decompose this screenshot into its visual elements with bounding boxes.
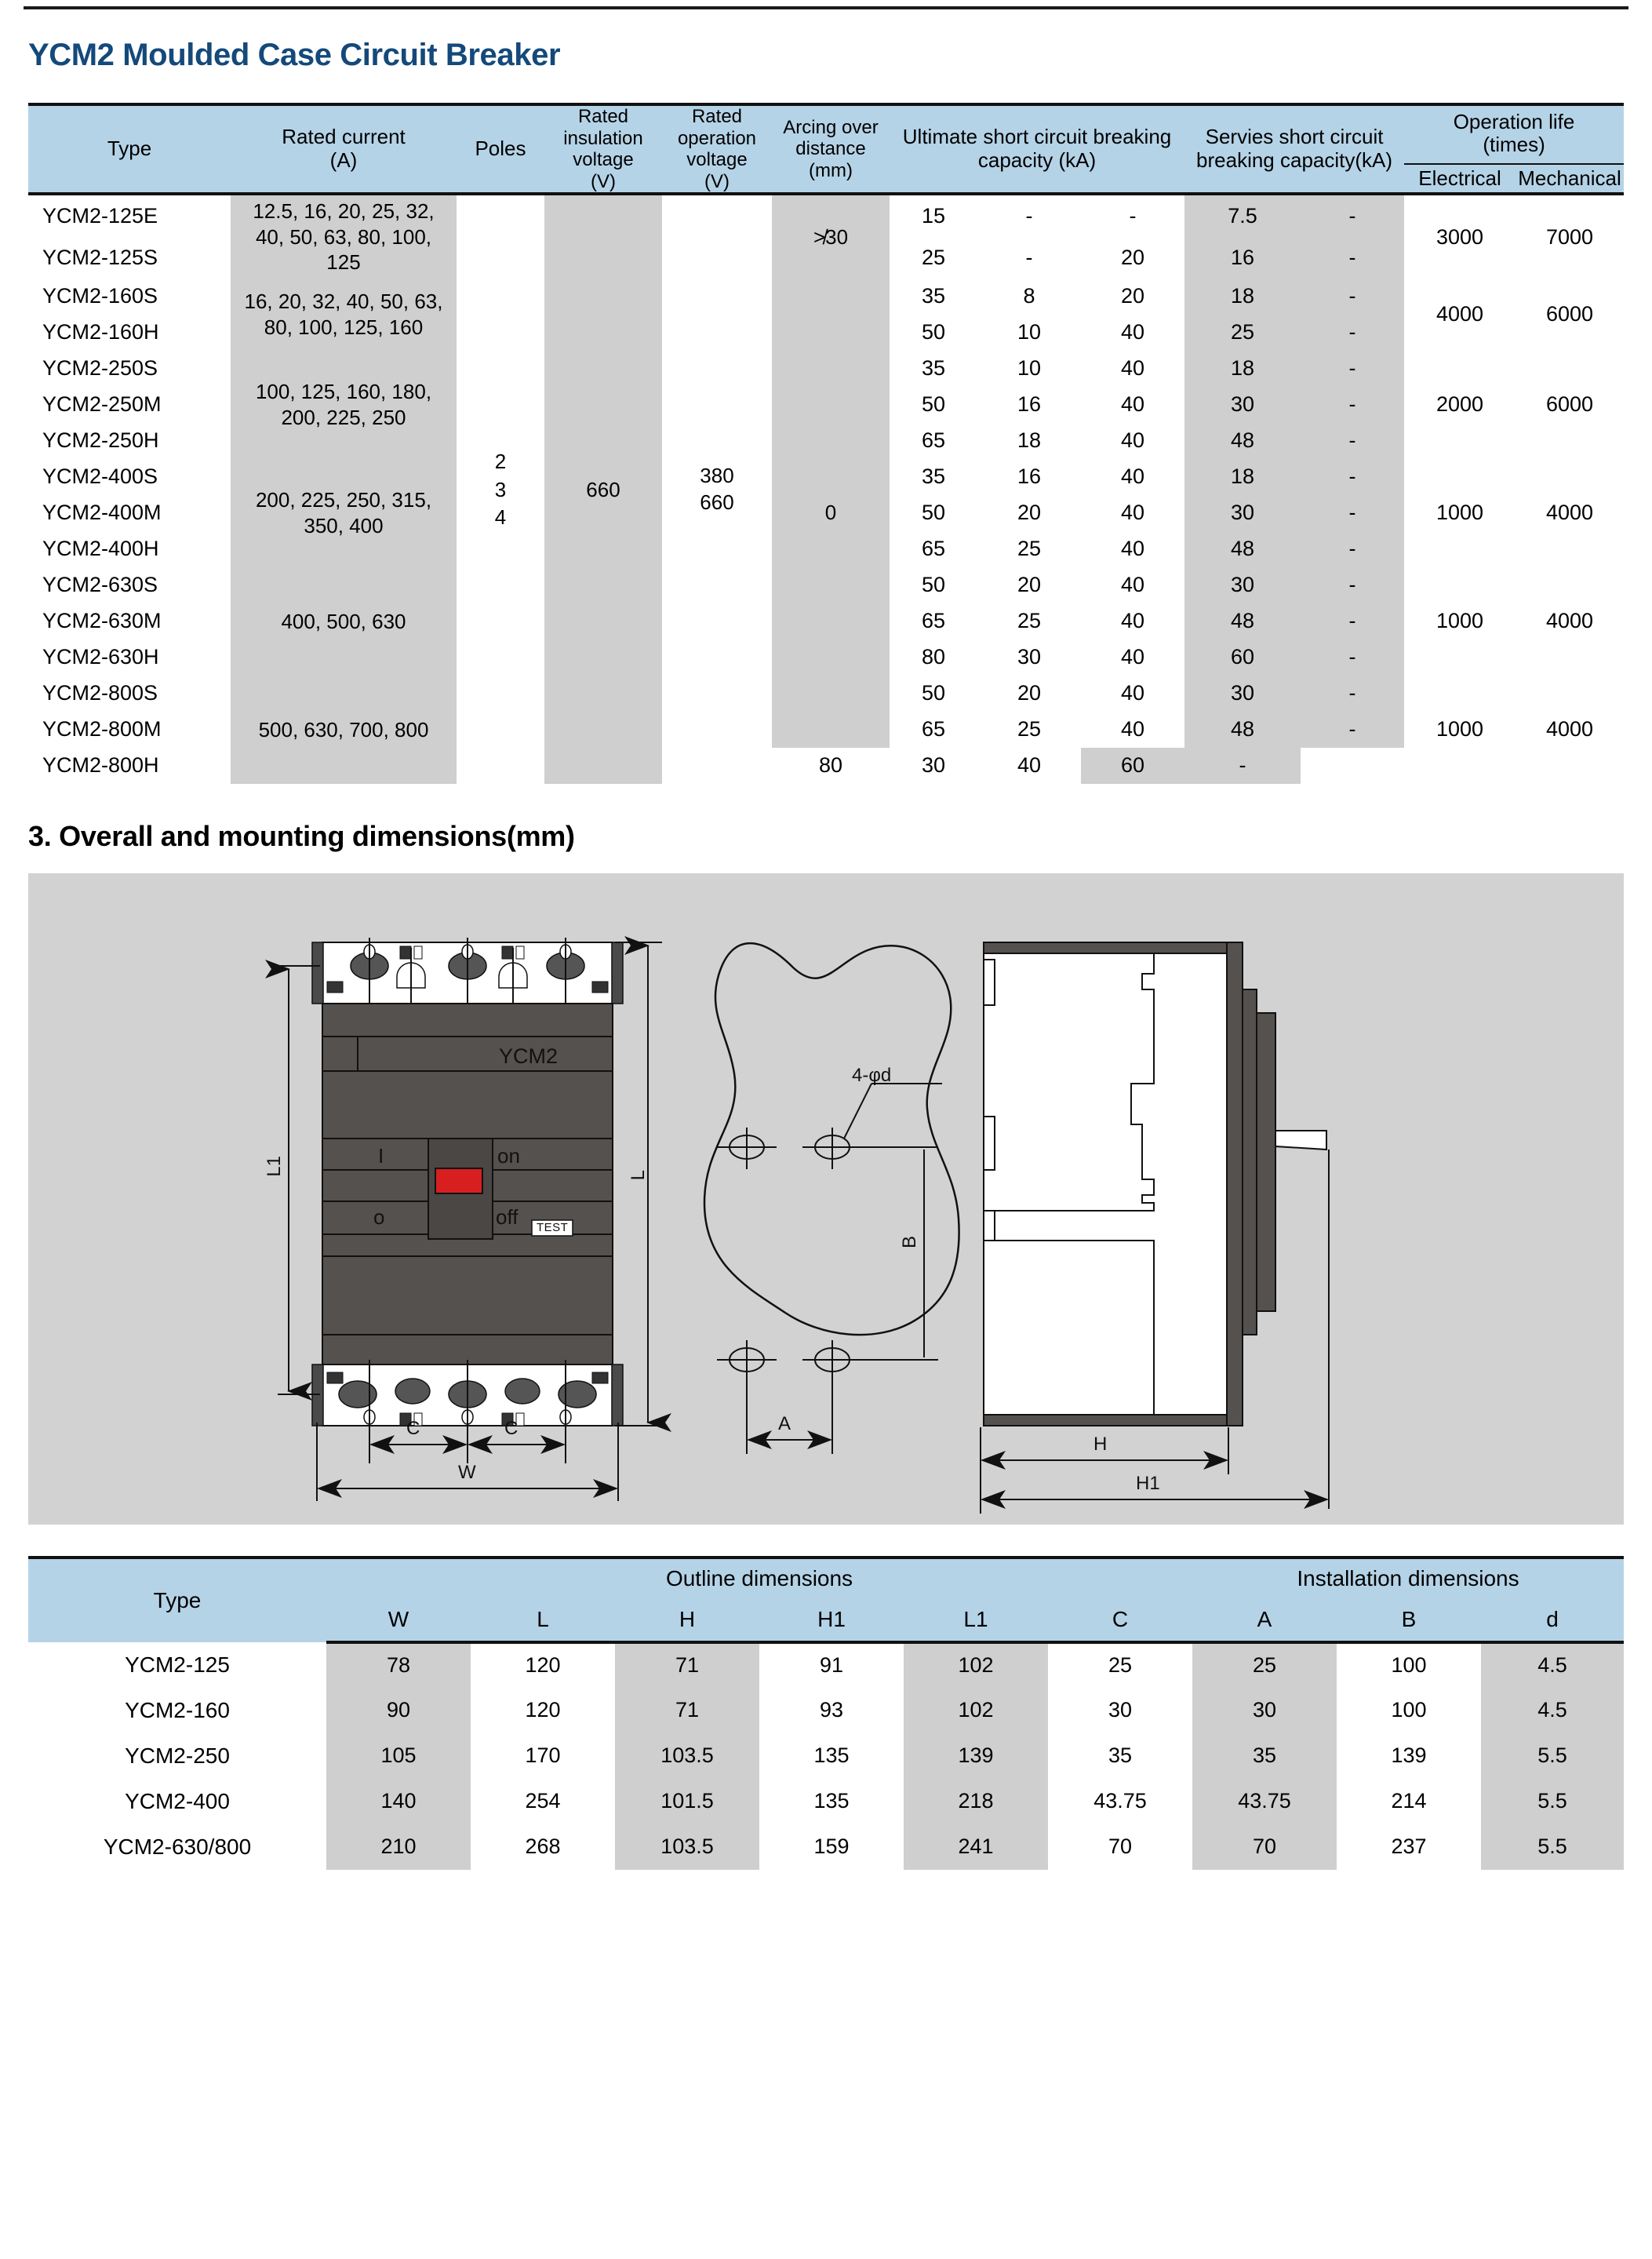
dim-cell-w: 105 [326, 1733, 471, 1779]
cell-servies-short-circuit-1: 30 [1184, 387, 1301, 423]
cell-ultimate-short-circuit-1: 50 [890, 495, 977, 531]
cell-rated-current: 200, 225, 250, 315, 350, 400 [231, 459, 457, 567]
dimension-drawings-panel [28, 873, 1624, 1525]
dim-group-header-installation: Installation dimensions [1192, 1558, 1624, 1598]
cell-ultimate-short-circuit-3: 40 [1081, 459, 1184, 495]
dimension-label-A: A [778, 1412, 791, 1434]
cell-ultimate-short-circuit-2: 20 [977, 676, 1081, 712]
cell-type: YCM2-800M [28, 712, 231, 748]
dim-cell-a: 30 [1192, 1688, 1337, 1733]
cell-type: YCM2-800S [28, 676, 231, 712]
cell-ultimate-short-circuit-1: 35 [890, 351, 977, 387]
dim-cell-h: 71 [615, 1688, 759, 1733]
cell-ultimate-short-circuit-2: 20 [977, 567, 1081, 603]
cell-servies-short-circuit-2: - [1301, 351, 1404, 387]
dim-col-header-l1: L1 [904, 1598, 1048, 1642]
dim-col-header-w: W [326, 1598, 471, 1642]
table-row [28, 1642, 1624, 1688]
cell-servies-short-circuit-1: 48 [1184, 423, 1301, 459]
cell-servies-short-circuit-1: 60 [1184, 639, 1301, 676]
arcing-distance-unit: (mm) [809, 159, 853, 181]
page-title: YCM2 Moulded Case Circuit Breaker [28, 38, 561, 72]
cell-operation-life-mechanical: 7000 [1516, 194, 1624, 279]
cell-servies-short-circuit-2: - [1301, 315, 1404, 351]
cell-rated-operation-voltage: 380 660 [662, 194, 772, 784]
dim-cell-b: 214 [1337, 1779, 1481, 1824]
cell-servies-short-circuit-2: - [1301, 676, 1404, 712]
cell-ultimate-short-circuit-3: 40 [977, 748, 1081, 784]
operation-life-title: Operation life [1453, 109, 1575, 133]
dim-cell-c: 35 [1048, 1733, 1192, 1779]
col-header-electrical: Electrical [1404, 164, 1516, 195]
cell-servies-short-circuit-1: 18 [1184, 351, 1301, 387]
operation-life-unit: (times) [1483, 133, 1545, 157]
cell-servies-short-circuit-2: - [1301, 639, 1404, 676]
mounting-pattern-drawing [704, 943, 959, 1454]
cell-servies-short-circuit-2: - [1301, 712, 1404, 748]
cell-operation-life-mechanical: 6000 [1516, 279, 1624, 351]
dim-cell-l: 268 [471, 1824, 615, 1870]
cell-servies-short-circuit-1: 30 [1184, 567, 1301, 603]
dim-cell-l: 254 [471, 1779, 615, 1824]
cell-servies-short-circuit-1: 60 [1081, 748, 1184, 784]
front-view-drawing [278, 938, 662, 1501]
dim-cell-a: 25 [1192, 1642, 1337, 1688]
col-header-mechanical: Mechanical [1516, 164, 1624, 195]
cell-servies-short-circuit-2: - [1301, 495, 1404, 531]
dim-cell-c: 70 [1048, 1824, 1192, 1870]
cell-operation-life-mechanical: 4000 [1516, 459, 1624, 567]
dim-cell-type: YCM2-125 [125, 1652, 230, 1677]
cell-ultimate-short-circuit-3: - [1081, 194, 1184, 236]
cell-ultimate-short-circuit-3: 20 [1081, 236, 1184, 279]
col-header-ultimate-short-circuit: Ultimate short circuit breaking capacity (kA) [890, 104, 1184, 194]
cell-servies-short-circuit-1: 30 [1184, 495, 1301, 531]
cell-ultimate-short-circuit-1: 35 [890, 459, 977, 495]
cell-servies-short-circuit-2: - [1301, 387, 1404, 423]
rated-current-unit: (A) [329, 148, 358, 173]
cell-ultimate-short-circuit-3: 40 [1081, 423, 1184, 459]
dim-cell-l1: 139 [904, 1733, 1048, 1779]
dimension-label-W: W [458, 1461, 476, 1483]
dim-cell-a: 35 [1192, 1733, 1337, 1779]
mounting-hole-callout: 4-φd [852, 1064, 892, 1086]
cell-ultimate-short-circuit-3: 40 [1081, 639, 1184, 676]
dim-col-header-h: H [615, 1598, 759, 1642]
cell-ultimate-short-circuit-3: 40 [1081, 567, 1184, 603]
dim-cell-type: YCM2-160 [125, 1697, 230, 1722]
cell-ultimate-short-circuit-1: 65 [890, 531, 977, 567]
cell-servies-short-circuit-1: 7.5 [1184, 194, 1301, 236]
dim-cell-b: 100 [1337, 1688, 1481, 1733]
cell-servies-short-circuit-2: - [1301, 423, 1404, 459]
dim-cell-w: 78 [326, 1642, 471, 1688]
dim-cell-l1: 102 [904, 1688, 1048, 1733]
dimension-label-L: L [628, 1169, 649, 1181]
cell-servies-short-circuit-2: - [1301, 236, 1404, 279]
dim-cell-a: 70 [1192, 1824, 1337, 1870]
dim-cell-l: 120 [471, 1642, 615, 1688]
breaker-brand-label: YCM2 [499, 1044, 559, 1068]
dim-cell-c: 30 [1048, 1688, 1192, 1733]
dimensions-table-wrapper [28, 1556, 1624, 1870]
cell-ultimate-short-circuit-3: 40 [1081, 315, 1184, 351]
dimension-label-C-right: C [504, 1417, 519, 1439]
dim-cell-l: 120 [471, 1688, 615, 1733]
cell-servies-short-circuit-1: 25 [1184, 315, 1301, 351]
table-row [28, 1824, 1624, 1870]
dim-cell-b: 237 [1337, 1824, 1481, 1870]
col-header-rated-current [231, 104, 457, 194]
dim-col-header-b: B [1337, 1598, 1481, 1642]
cell-ultimate-short-circuit-2: 16 [977, 387, 1081, 423]
dim-cell-h1: 135 [759, 1779, 904, 1824]
cell-type: YCM2-125E [28, 194, 231, 236]
col-header-arcing-over-distance [772, 104, 890, 194]
dimensions-table-body [28, 1642, 1624, 1870]
cell-ultimate-short-circuit-1: 50 [890, 567, 977, 603]
dim-col-header-d: d [1481, 1598, 1624, 1642]
cell-rated-current: 12.5, 16, 20, 25, 32, 40, 50, 63, 80, 100, 125 [231, 194, 457, 279]
cell-ultimate-short-circuit-2: 20 [977, 495, 1081, 531]
dimension-label-H: H [1093, 1433, 1108, 1455]
marker-off-symbol: o [373, 1204, 385, 1229]
dim-cell-w: 140 [326, 1779, 471, 1824]
specification-table-body [28, 194, 1624, 784]
dim-col-header-type: Type [28, 1558, 326, 1642]
dimensions-table [28, 1556, 1624, 1870]
dim-cell-w: 90 [326, 1688, 471, 1733]
dim-cell-h: 103.5 [615, 1733, 759, 1779]
cell-type: YCM2-160H [28, 315, 231, 351]
cell-ultimate-short-circuit-1: 15 [890, 194, 977, 236]
cell-servies-short-circuit-1: 48 [1184, 603, 1301, 639]
dim-cell-b: 100 [1337, 1642, 1481, 1688]
marker-on-label: on [497, 1143, 520, 1168]
dim-cell-c: 43.75 [1048, 1779, 1192, 1824]
cell-servies-short-circuit-2: - [1301, 603, 1404, 639]
dim-cell-l1: 241 [904, 1824, 1048, 1870]
cell-ultimate-short-circuit-3: 20 [1081, 279, 1184, 315]
col-header-poles: Poles [457, 104, 544, 194]
cell-ultimate-short-circuit-1: 80 [890, 639, 977, 676]
cell-ultimate-short-circuit-1: 50 [890, 315, 977, 351]
col-header-servies-short-circuit: Servies short circuit breaking capacity(kA) [1184, 104, 1404, 194]
cell-ultimate-short-circuit-2: - [977, 194, 1081, 236]
rated-operation-voltage-title: Rated operation voltage [677, 106, 757, 171]
dimension-drawing-svg [28, 873, 1624, 1525]
cell-operation-life-electrical: 4000 [1404, 279, 1516, 351]
cell-type: YCM2-160S [28, 279, 231, 315]
cell-rated-current: 16, 20, 32, 40, 50, 63, 80, 100, 125, 160 [231, 279, 457, 351]
cell-servies-short-circuit-1: 18 [1184, 279, 1301, 315]
cell-type: YCM2-630M [28, 603, 231, 639]
cell-operation-life-electrical: 3000 [1404, 194, 1516, 279]
cell-arcing-over-distance: ≯30 [772, 194, 890, 279]
cell-type: YCM2-400M [28, 495, 231, 531]
cell-type: YCM2-800H [28, 748, 231, 784]
cell-ultimate-short-circuit-3: 40 [1081, 387, 1184, 423]
dim-col-header-h1: H1 [759, 1598, 904, 1642]
cell-type: YCM2-125S [28, 236, 231, 279]
cell-type: YCM2-250M [28, 387, 231, 423]
cell-ultimate-short-circuit-2: 10 [977, 315, 1081, 351]
col-header-rated-operation-voltage [662, 104, 772, 194]
cell-type: YCM2-630H [28, 639, 231, 676]
cell-ultimate-short-circuit-2: 25 [977, 712, 1081, 748]
cell-operation-life-electrical: 1000 [1404, 676, 1516, 784]
cell-servies-short-circuit-1: 16 [1184, 236, 1301, 279]
cell-ultimate-short-circuit-2: 8 [977, 279, 1081, 315]
side-view-drawing [981, 942, 1329, 1514]
dim-cell-d: 4.5 [1481, 1642, 1624, 1688]
cell-ultimate-short-circuit-3: 40 [1081, 495, 1184, 531]
dim-cell-d: 5.5 [1481, 1779, 1624, 1824]
cell-ultimate-short-circuit-3: 40 [1081, 603, 1184, 639]
specification-table [28, 103, 1624, 784]
cell-ultimate-short-circuit-1: 80 [772, 748, 890, 784]
dim-group-header-outline: Outline dimensions [326, 1558, 1192, 1598]
cell-ultimate-short-circuit-3: 40 [1081, 351, 1184, 387]
cell-operation-life-electrical: 1000 [1404, 459, 1516, 567]
cell-ultimate-short-circuit-2: 25 [977, 603, 1081, 639]
dimension-label-L1: L1 [264, 1155, 285, 1177]
dim-cell-h1: 93 [759, 1688, 904, 1733]
rated-insulation-voltage-unit: (V) [591, 170, 616, 192]
cell-servies-short-circuit-2: - [1301, 531, 1404, 567]
cell-operation-life-electrical: 1000 [1404, 567, 1516, 676]
cell-servies-short-circuit-1: 48 [1184, 531, 1301, 567]
cell-servies-short-circuit-2: - [1301, 567, 1404, 603]
cell-type: YCM2-250S [28, 351, 231, 387]
section-title-dimensions: 3. Overall and mounting dimensions(mm) [28, 819, 575, 852]
rated-current-title: Rated current [282, 125, 406, 149]
cell-poles: 2 3 4 [457, 194, 544, 784]
marker-on-symbol: I [378, 1143, 384, 1168]
cell-ultimate-short-circuit-1: 25 [890, 236, 977, 279]
cell-type: YCM2-400H [28, 531, 231, 567]
cell-servies-short-circuit-1: 48 [1184, 712, 1301, 748]
cell-operation-life-mechanical: 4000 [1516, 676, 1624, 784]
cell-type: YCM2-250H [28, 423, 231, 459]
cell-ultimate-short-circuit-1: 50 [890, 676, 977, 712]
cell-operation-life-mechanical: 6000 [1516, 351, 1624, 459]
cell-ultimate-short-circuit-2: 10 [977, 351, 1081, 387]
dim-cell-type: YCM2-250 [125, 1743, 230, 1768]
table-row [28, 1688, 1624, 1733]
cell-ultimate-short-circuit-3: 40 [1081, 531, 1184, 567]
marker-off-label: off [496, 1204, 519, 1229]
cell-rated-current: 400, 500, 630 [231, 567, 457, 676]
dimension-label-C-left: C [406, 1417, 420, 1439]
cell-ultimate-short-circuit-3: 40 [1081, 712, 1184, 748]
cell-ultimate-short-circuit-1: 35 [890, 279, 977, 315]
dim-cell-type: YCM2-400 [125, 1788, 230, 1813]
test-button-label: TEST [537, 1220, 569, 1234]
cell-operation-life-electrical: 2000 [1404, 351, 1516, 459]
dimension-label-H1: H1 [1136, 1472, 1160, 1494]
col-header-type: Type [28, 104, 231, 194]
dimension-label-B: B [899, 1235, 920, 1248]
col-header-rated-insulation-voltage [544, 104, 662, 194]
col-header-operation-life [1404, 104, 1624, 164]
cell-operation-life-mechanical: 4000 [1516, 567, 1624, 676]
cell-ultimate-short-circuit-1: 65 [890, 603, 977, 639]
cell-servies-short-circuit-1: 18 [1184, 459, 1301, 495]
dim-cell-b: 139 [1337, 1733, 1481, 1779]
dim-cell-l1: 218 [904, 1779, 1048, 1824]
cell-ultimate-short-circuit-2: 30 [977, 639, 1081, 676]
cell-servies-short-circuit-1: 30 [1184, 676, 1301, 712]
cell-ultimate-short-circuit-1: 50 [890, 387, 977, 423]
cell-ultimate-short-circuit-1: 65 [890, 423, 977, 459]
rated-insulation-voltage-title: Rated insulation voltage [563, 106, 643, 171]
top-rule [24, 6, 1628, 9]
cell-ultimate-short-circuit-1: 65 [890, 712, 977, 748]
dim-cell-c: 25 [1048, 1642, 1192, 1688]
cell-ultimate-short-circuit-2: 16 [977, 459, 1081, 495]
dim-col-header-l: L [471, 1598, 615, 1642]
dim-cell-h1: 159 [759, 1824, 904, 1870]
cell-servies-short-circuit-2: - [1301, 279, 1404, 315]
cell-rated-current: 500, 630, 700, 800 [231, 676, 457, 784]
cell-arcing-over-distance: 0 [772, 279, 890, 748]
dim-cell-a: 43.75 [1192, 1779, 1337, 1824]
cell-rated-current: 100, 125, 160, 180, 200, 225, 250 [231, 351, 457, 459]
arcing-distance-title: Arcing over distance [783, 116, 879, 160]
table-row [28, 194, 1624, 236]
dim-cell-type: YCM2-630/800 [103, 1834, 252, 1859]
cell-ultimate-short-circuit-2: - [977, 236, 1081, 279]
cell-servies-short-circuit-2: - [1184, 748, 1301, 784]
cell-servies-short-circuit-2: - [1301, 459, 1404, 495]
cell-type: YCM2-400S [28, 459, 231, 495]
dim-col-header-a: A [1192, 1598, 1337, 1642]
dim-cell-h1: 135 [759, 1733, 904, 1779]
cell-ultimate-short-circuit-2: 30 [890, 748, 977, 784]
dim-cell-d: 5.5 [1481, 1733, 1624, 1779]
specification-table-wrapper [28, 103, 1624, 784]
table-row [28, 1779, 1624, 1824]
dim-cell-d: 5.5 [1481, 1824, 1624, 1870]
dim-cell-d: 4.5 [1481, 1688, 1624, 1733]
dim-cell-h: 103.5 [615, 1824, 759, 1870]
table-row [28, 1733, 1624, 1779]
cell-rated-insulation-voltage: 660 [544, 194, 662, 784]
rated-operation-voltage-unit: (V) [704, 170, 730, 192]
dim-cell-h: 71 [615, 1642, 759, 1688]
cell-ultimate-short-circuit-3: 40 [1081, 676, 1184, 712]
dim-cell-h: 101.5 [615, 1779, 759, 1824]
dim-cell-l: 170 [471, 1733, 615, 1779]
dim-col-header-c: C [1048, 1598, 1192, 1642]
dim-cell-l1: 102 [904, 1642, 1048, 1688]
cell-ultimate-short-circuit-2: 18 [977, 423, 1081, 459]
dim-cell-h1: 91 [759, 1642, 904, 1688]
dim-cell-w: 210 [326, 1824, 471, 1870]
cell-servies-short-circuit-2: - [1301, 194, 1404, 236]
table-row [28, 279, 1624, 315]
cell-ultimate-short-circuit-2: 25 [977, 531, 1081, 567]
cell-type: YCM2-630S [28, 567, 231, 603]
